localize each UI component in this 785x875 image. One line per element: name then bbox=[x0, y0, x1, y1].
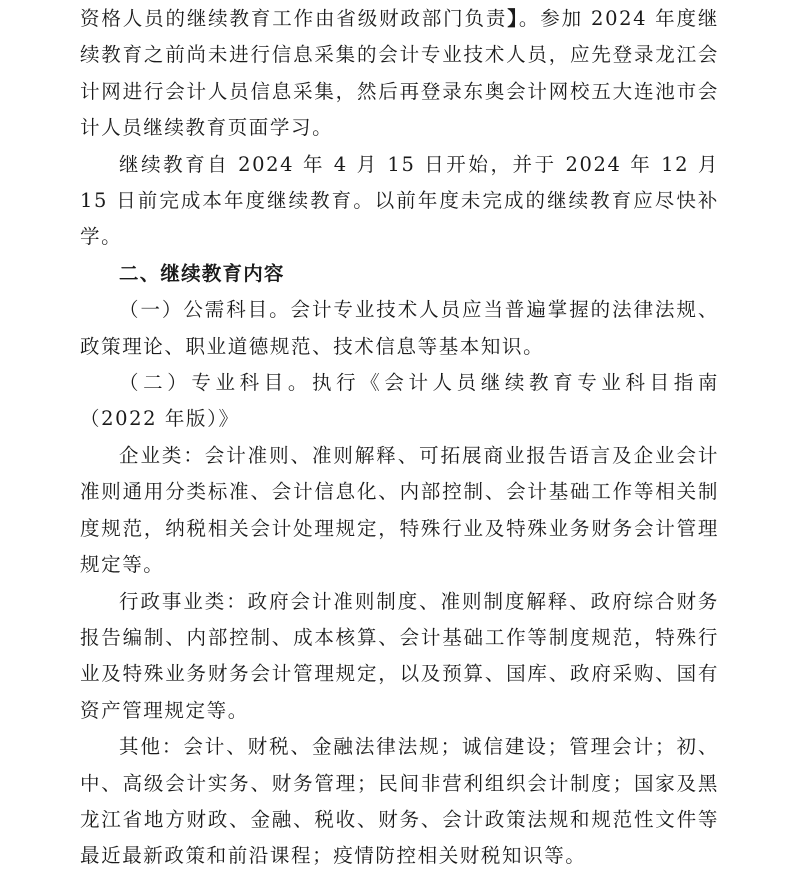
paragraph-administrative: 行政事业类：政府会计准则制度、准则制度解释、政府综合财务报告编制、内部控制、成本核算、会计基础工作等制度规范，特殊行业及特殊业务财务会计管理规定，以及预算、国库、政府采购、国有资产管理规定等。 bbox=[80, 589, 719, 722]
paragraph-professional-subjects: （二）专业科目。执行《会计人员继续教育专业科目指南（2022 年版）》 bbox=[80, 371, 719, 431]
paragraph-public-subjects: （一）公需科目。会计专业技术人员应当普遍掌握的法律法规、政策理论、职业道德规范、技术信息等基本知识。 bbox=[80, 298, 719, 358]
paragraph-dates: 继续教育自 2024 年 4 月 15 日开始，并于 2024 年 12 月 15 日前完成本年度继续教育。以前年度未完成的继续教育应尽快补学。 bbox=[80, 152, 719, 249]
section-heading-content: 二、继续教育内容 bbox=[119, 261, 285, 285]
paragraph-other: 其他：会计、财税、金融法律法规；诚信建设；管理会计；初、中、高级会计实务、财务管理；民间非营利组织会计制度；国家及黑龙江省地方财政、金融、税收、财务、会计政策法规和规范性文件等最近最新政策和前沿课程；疫情防控相关财税知识等。 bbox=[80, 735, 719, 868]
paragraph-intro bbox=[80, 1, 719, 147]
intro-text-pre: 资格人员的继续教育工作由省级财政部门负责 bbox=[80, 7, 508, 30]
closing-bracket: 】 bbox=[507, 7, 519, 30]
intro-text-post: 。参加 2024 年度继续教育之前尚未进行信息采集的会计专业技术人员，应先登录龙江会计网进行会计人员信息采集，然后再登录东奥会计网校五大连池市会计人员继续教育页面学习。 bbox=[80, 7, 719, 140]
paragraph-enterprise: 企业类：会计准则、准则解释、可拓展商业报告语言及企业会计准则通用分类标准、会计信息化、内部控制、会计基础工作等相关制度规范，纳税相关会计处理规定，特殊行业及特殊业务财务会计管理规定等。 bbox=[80, 443, 719, 577]
